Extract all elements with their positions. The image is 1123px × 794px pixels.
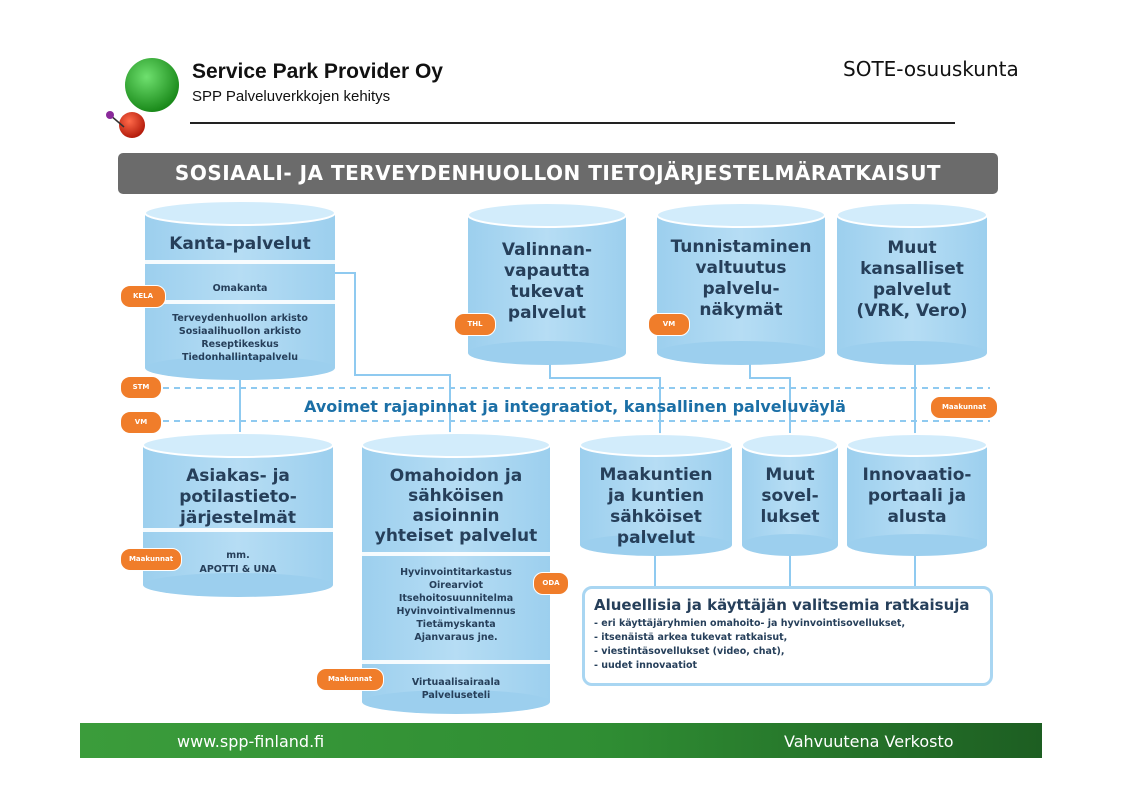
- omahoidon-line: sähköisen: [408, 486, 504, 506]
- sote-label: SOTE-osuuskunta: [843, 57, 1019, 81]
- kanta-item: Reseptikeskus: [201, 339, 279, 350]
- muut-sovellukset-line: lukset: [760, 507, 820, 527]
- kanta-omakanta: Omakanta: [212, 283, 268, 294]
- badge-kela: KELA: [120, 285, 166, 308]
- kanta-item: Terveydenhuollon arkisto: [172, 313, 308, 324]
- badge-maakunnat-left: Maakunnat: [120, 548, 182, 571]
- regional-solution-item: - uudet innovaatiot: [594, 660, 698, 671]
- innovaatio-line: alusta: [887, 507, 947, 527]
- omahoidon-item: Tietämyskanta: [416, 619, 496, 630]
- company-subtitle: SPP Palveluverkkojen kehitys: [192, 88, 391, 105]
- omahoidon-item: Hyvinvointitarkastus: [400, 567, 512, 578]
- valinnan-line: Valinnan-: [501, 240, 593, 260]
- omahoidon-bottom: Palveluseteli: [421, 690, 491, 701]
- asiakas-line: potilastieto-: [179, 487, 297, 507]
- badge-vm-top: VM: [648, 313, 690, 336]
- footer-motto: Vahvuutena Verkosto: [784, 732, 954, 751]
- footer-website-link[interactable]: www.spp-finland.fi: [177, 732, 325, 751]
- badge-thl: THL: [454, 313, 496, 336]
- kanta-item: Tiedonhallintapalvelu: [181, 352, 299, 363]
- muut-kansalliset-line: palvelut: [872, 280, 952, 300]
- valinnan-line: tukevat: [510, 282, 584, 302]
- tunnistaminen-line: näkymät: [699, 300, 783, 320]
- tunnistaminen-line: valtuutus: [695, 258, 787, 278]
- muut-kansalliset-line: kansalliset: [860, 259, 964, 279]
- innovaatio-line: Innovaatio-: [862, 465, 972, 485]
- muut-sovellukset-line: sovel-: [761, 486, 819, 506]
- maakuntien-line: sähköiset: [610, 507, 702, 527]
- omahoidon-line: asioinnin: [412, 506, 500, 526]
- omahoidon-item: Oirearviot: [428, 580, 484, 591]
- omahoidon-item: Itsehoitosuunnitelma: [398, 593, 514, 604]
- maakuntien-line: palvelut: [616, 528, 696, 548]
- maakuntien-line: ja kuntien: [607, 486, 705, 506]
- regional-solution-item: - itsenäistä arkea tukevat ratkaisut,: [594, 632, 788, 643]
- asiakas-line: Asiakas- ja: [186, 466, 290, 486]
- kanta-item: Sosiaalihuollon arkisto: [178, 326, 302, 337]
- muut-kansalliset-line: Muut: [887, 238, 937, 258]
- asiakas-sub: APOTTI & UNA: [199, 564, 277, 575]
- tunnistaminen-line: palvelu-: [702, 279, 780, 299]
- muut-sovellukset-line: Muut: [765, 465, 815, 485]
- api-integration-label: Avoimet rajapinnat ja integraatiot, kansallinen palveluväylä: [304, 397, 846, 416]
- omahoidon-line: yhteiset palvelut: [374, 526, 538, 546]
- tunnistaminen-line: Tunnistaminen: [670, 237, 812, 257]
- maakuntien-line: Maakuntien: [599, 465, 713, 485]
- omahoidon-item: Ajanvaraus jne.: [414, 632, 498, 643]
- omahoidon-item: Hyvinvointivalmennus: [396, 606, 516, 617]
- badge-maakunnat-right: Maakunnat: [930, 396, 998, 419]
- company-name: Service Park Provider Oy: [192, 60, 443, 83]
- regional-solutions-title: Alueellisia ja käyttäjän valitsemia ratkaisuja: [594, 596, 970, 614]
- regional-solution-item: - viestintäsovellukset (video, chat),: [594, 646, 785, 657]
- omahoidon-line: Omahoidon ja: [389, 466, 523, 486]
- innovaatio-line: portaali ja: [867, 486, 967, 506]
- asiakas-sub: mm.: [226, 550, 250, 561]
- badge-vm-left: VM: [120, 411, 162, 434]
- diagram-title-banner: SOSIAALI- JA TERVEYDENHUOLLON TIETOJÄRJESTELMÄRATKAISUT: [118, 153, 998, 194]
- valinnan-line: palvelut: [507, 303, 587, 323]
- badge-stm: STM: [120, 376, 162, 399]
- badge-oda: ODA: [533, 572, 569, 595]
- asiakas-line: järjestelmät: [180, 508, 296, 528]
- omahoidon-bottom: Virtuaalisairaala: [411, 677, 501, 688]
- valinnan-line: vapautta: [503, 261, 591, 281]
- kanta-title: Kanta-palvelut: [169, 234, 311, 254]
- regional-solution-item: - eri käyttäjäryhmien omahoito- ja hyvinvointisovellukset,: [594, 618, 906, 629]
- badge-maakunnat-bottom: Maakunnat: [316, 668, 384, 691]
- muut-kansalliset-line: (VRK, Vero): [856, 301, 968, 321]
